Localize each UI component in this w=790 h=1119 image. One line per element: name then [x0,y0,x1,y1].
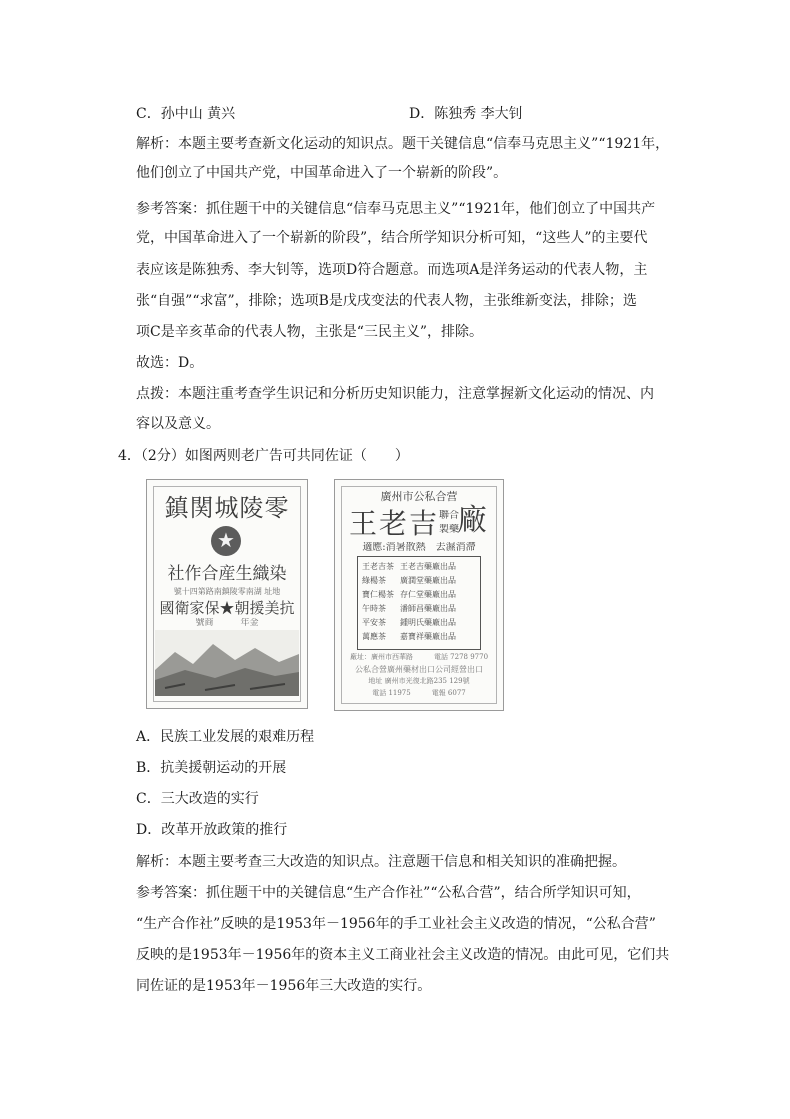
q3-answer-line-1: 参考答案：抓住题干中的关键信息“信奉马克思主义”“1921年，他们创立了中国共产 [136,201,656,217]
table-row: 平安茶 鍾明氏藥廠出品 [362,618,456,627]
ad1-slogan: 國衛家保★朝援美抗 [159,599,295,617]
ad2-sub-pharma: 製藥 [439,524,459,535]
ad1-cooperative-name: 社作合産生織染 [167,564,287,584]
table-row: 王老吉茶 王老吉藥廠出品 [362,562,456,571]
ad2-title: 王老吉 [349,508,440,540]
q3-answer-line-3: 表应该是陈独秀、李大钊等，选项D符合题意。而选项A是洋务运动的代表人物，主 [136,262,648,278]
ad2-effect: 適應:消暑散熱 去濕消滯 [362,542,476,553]
ad1-town-name: 鎮関城陵零 [164,494,290,522]
q4-answer-line-1: 参考答案：抓住题干中的关键信息“生产合作社”“公私合营”，结合所学知识可知， [136,885,641,901]
table-row: 寶仁楊茶 存仁堂藥廠出品 [362,590,456,599]
q4-option-c: C．三大改造的实行 [136,791,259,807]
q4-answer-line-3: 反映的是1953年－1956年的资本主义工商业社会主义改造的情况。由此可见，它们共 [136,947,670,963]
q3-choice: 故选：D。 [136,355,204,371]
table-row: 萬應茶 嘉寶祥藥廠出品 [362,632,456,641]
q4-answer-line-2: “生产合作社”反映的是1953年－1956年的手工业社会主义改造的情况，“公私合营” [136,916,656,932]
q3-answer-line-2: 党，中国革命进入了一个崭新的阶段”，结合所学知识分析可知，“这些人”的主要代 [136,230,648,246]
ad1-address: 號十四第路南鎮陵零南湖 址地 [173,587,281,596]
q3-analysis-line-2: 他们创立了中国共产党，中国革命进入了一个崭新的阶段”。 [136,165,508,181]
ad2-exporter-address: 地址 廣州市光復北路235 129號 [368,677,470,685]
q4-option-d: D．改革开放政策的推行 [136,822,288,838]
q3-comment-line-1: 点拨：本题注重考查学生识记和分析历史知识能力，注意掌握新文化运动的情况、内 [136,386,654,402]
ad1-landscape-illustration-icon [155,630,299,696]
q4-answer-line-4: 同佐证的是1953年－1956年三大改造的实行。 [136,978,432,994]
ad2-phone: 電話 11975 電報 6077 [372,689,466,697]
q4-option-b: B．抗美援朝运动的开展 [136,760,287,776]
ad2-product-table [357,556,481,650]
ad2-factory-address: 廠址：廣州市西華路 電話 7278 9770 [349,653,489,661]
old-ad-wanglaoji [334,479,504,711]
ad2-factory-char: 廠 [457,503,487,538]
table-row: 午時茶 潘師昌藥廠出品 [362,604,456,613]
ad1-star-emblem-icon [211,526,241,556]
q4-stem: 4．（2分）如图两则老广告可共同佐证（ ） [118,448,409,464]
q3-analysis-line-1: 解析：本题主要考查新文化运动的知识点。题干关键信息“信奉马克思主义”“1921年， [136,136,670,152]
q3-option-d: D．陈独秀 李大钊 [409,106,523,122]
old-ad-dyeing-cooperative [146,479,308,709]
ad2-exporter: 公私合營廣州藥材出口公司經營出口 [355,665,483,674]
table-row: 綠楊茶 廣潤堂藥廠出品 [362,576,456,585]
q4-analysis: 解析：本题主要考查三大改造的知识点。注意题干信息和相关知识的准确把握。 [136,854,626,870]
q3-answer-line-4: 张“自强”“求富”，排除；选项B是戊戌变法的代表人物，主张维新变法，排除；选 [136,293,637,309]
q4-option-a: A．民族工业发展的艰难历程 [136,729,315,745]
q3-comment-line-2: 容以及意义。 [136,416,220,432]
ad2-header: 廣州市公私合营 [380,490,458,503]
q3-option-c: C．孙中山 黄兴 [136,106,236,122]
ad2-sub-joint: 聯合 [439,510,459,521]
q3-answer-line-5: 项C是辛亥革命的代表人物，主张是“三民主义”，排除。 [136,324,484,340]
ad1-trademark: 號商 年金 [195,618,259,628]
